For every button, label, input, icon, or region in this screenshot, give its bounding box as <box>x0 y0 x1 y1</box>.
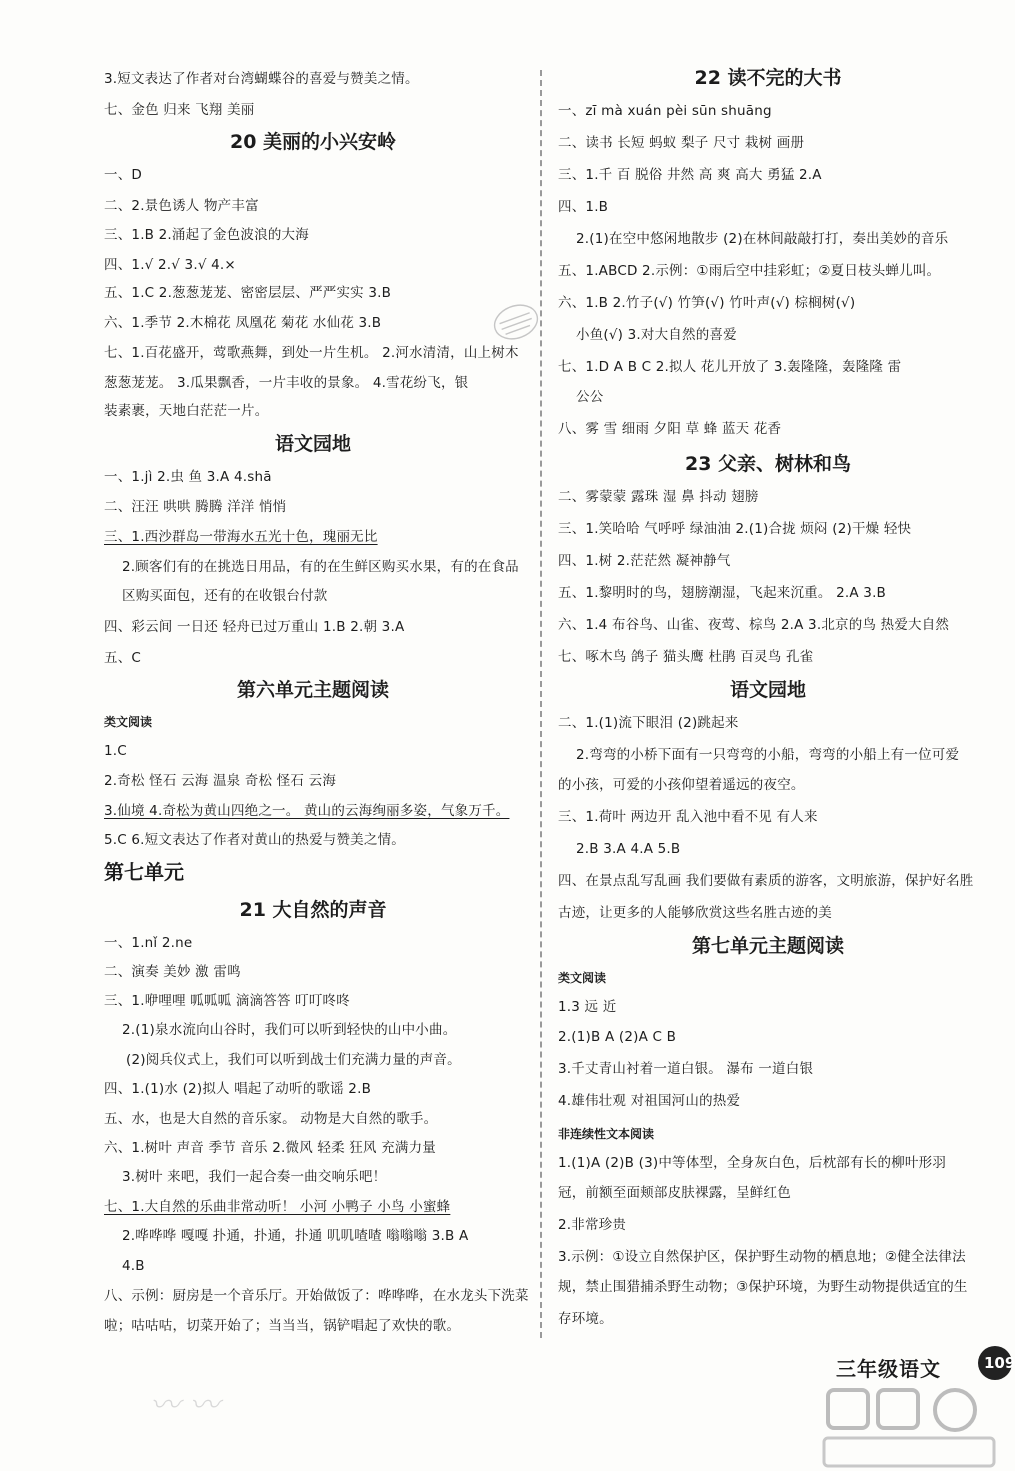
subsection-label: 类文阅读 <box>104 715 153 729</box>
answer-line: 七、金色 归来 飞翔 美丽 <box>104 102 255 118</box>
answer-line: 七、1.百花盛开，莺歌燕舞，到处一片生机。 2.河水清清，山上树木 <box>104 345 519 361</box>
answer-line: 七、1.D A B C 2.拟人 花儿开放了 3.轰隆隆，轰隆隆 雷 <box>558 359 902 375</box>
answer-line: 4.B <box>122 1258 145 1274</box>
answer-line: 5.C 6.短文表达了作者对黄山的热爱与赞美之情。 <box>104 832 405 848</box>
answer-line: 2.哗哗哗 嘎嘎 扑通，扑通，扑通 叽叽喳喳 嗡嗡嗡 3.B A <box>122 1228 469 1244</box>
section-title: 第六单元主题阅读 <box>236 679 389 701</box>
answer-line: 二、雾蒙蒙 露珠 湿 鼻 抖动 翅膀 <box>558 489 759 505</box>
subsection-label: 非连续性文本阅读 <box>558 1127 655 1141</box>
answer-line: 四、1.树 2.茫茫然 凝神静气 <box>558 553 731 569</box>
answer-line: 四、1.B <box>558 199 609 215</box>
lesson-title: 21 大自然的声音 <box>239 899 387 921</box>
answer-line: 一、zī mà xuán pèi sūn shuāng <box>558 103 772 119</box>
answer-line: 三、1.千 百 脱俗 井然 高 爽 高大 勇猛 2.A <box>558 167 822 183</box>
answer-line: 4.雄伟壮观 对祖国河山的热爱 <box>558 1093 741 1109</box>
answer-line: 2.非常珍贵 <box>558 1217 627 1233</box>
answer-line: 装素裹，天地白茫茫一片。 <box>104 403 269 419</box>
answer-line: 二、汪汪 哄哄 腾腾 洋洋 悄悄 <box>104 499 287 515</box>
underlined-answer: 3.仙境 4.奇松为黄山四绝之一。 黄山的云海绚丽多姿，气象万千。 <box>104 803 510 819</box>
site-watermark-logo <box>820 1386 1000 1471</box>
lesson-title: 22 读不完的大书 <box>694 67 842 89</box>
answer-line: 四、彩云间 一日还 轻舟已过万重山 1.B 2.朝 3.A <box>104 619 405 635</box>
answer-line: 区购买面包，还有的在收银台付款 <box>122 588 328 604</box>
column-divider <box>540 70 542 1338</box>
answer-line: 四、在景点乱写乱画 我们要做有素质的游客，文明旅游，保护好名胜 <box>558 873 974 889</box>
answer-line: 2.弯弯的小桥下面有一只弯弯的小船，弯弯的小船上有一位可爱 <box>576 747 960 763</box>
answer-line: 2.(1)泉水流向山谷时，我们可以听到轻快的山中小曲。 <box>122 1022 457 1038</box>
answer-line: 五、1.黎明时的鸟，翅膀潮湿，飞起来沉重。 2.A 3.B <box>558 585 887 601</box>
section-title: 第七单元主题阅读 <box>691 935 844 957</box>
answer-line: 冠，前额至面颊部皮肤裸露，呈鲜红色 <box>558 1185 791 1201</box>
answer-line: (2)阅兵仪式上，我们可以听到战士们充满力量的声音。 <box>126 1052 461 1068</box>
answer-line: 八、雾 雪 细雨 夕阳 草 蜂 蓝天 花香 <box>558 421 782 437</box>
answer-line: 2.奇松 怪石 云海 温泉 奇松 怪石 云海 <box>104 773 337 789</box>
answer-line: 一、D <box>104 167 142 183</box>
answer-line: 三、1.B 2.涌起了金色波浪的大海 <box>104 227 309 243</box>
answer-line: 2.B 3.A 4.A 5.B <box>576 841 681 857</box>
subsection-label: 类文阅读 <box>558 971 607 985</box>
lesson-title: 23 父亲、树林和鸟 <box>684 453 852 475</box>
answer-line: 八、示例：厨房是一个音乐厅。开始做饭了：哗哗哗，在水龙头下洗菜 <box>104 1288 529 1304</box>
answer-line: 2.(1)在空中悠闲地散步 (2)在林间敲敲打打，奏出美妙的音乐 <box>576 231 949 247</box>
answer-line: 六、1.季节 2.木棉花 凤凰花 菊花 水仙花 3.B <box>104 315 382 331</box>
answer-line: 六、1.B 2.竹子(√) 竹笋(√) 竹叶声(√) 棕榈树(√) <box>558 295 856 311</box>
answer-line: 四、1.√ 2.√ 3.√ 4.× <box>104 257 236 273</box>
answer-line: 二、读书 长短 蚂蚁 梨子 尺寸 栽树 画册 <box>558 135 805 151</box>
answer-line: 存环境。 <box>558 1311 613 1327</box>
answer-line: 七、1.大自然的乐曲非常动听！ 小河 小鸭子 小鸟 小蜜蜂 <box>104 1199 451 1215</box>
answer-line: 一、1.nǐ 2.ne <box>104 935 193 951</box>
answer-line: 三、1.荷叶 两边开 乱入池中看不见 有人来 <box>558 809 818 825</box>
answer-line: 的小孩，可爱的小孩仰望着遥远的夜空。 <box>558 777 805 793</box>
answer-line: 七、啄木鸟 鸽子 猫头鹰 杜鹃 百灵鸟 孔雀 <box>558 649 814 665</box>
lesson-title: 20 美丽的小兴安岭 <box>229 131 397 153</box>
answer-line: 三、1.笑哈哈 气呼呼 绿油油 2.(1)合拢 烦闷 (2)干燥 轻快 <box>558 521 912 537</box>
answer-line: 二、1.(1)流下眼泪 (2)跳起来 <box>558 715 739 731</box>
section-title: 语文园地 <box>729 679 806 701</box>
answer-line: 公公 <box>576 389 604 405</box>
answer-line: 规，禁止围猎捕杀野生动物；③保护环境，为野生动物提供适宜的生 <box>558 1279 968 1295</box>
answer-line: 五、C <box>104 650 142 666</box>
stamp-mark <box>488 294 544 350</box>
answer-line: 三、1.西沙群岛一带海水五光十色，瑰丽无比 <box>104 529 378 545</box>
answer-line: 2.(1)B A (2)A C B <box>558 1029 677 1045</box>
answer-line: 一、1.jì 2.虫 鱼 3.A 4.shā <box>104 469 272 485</box>
answer-line: 2.顾客们有的在挑选日用品，有的在生鲜区购买水果，有的在食品 <box>122 559 519 575</box>
unit-heading: 第七单元 <box>104 860 184 884</box>
answer-line: 小鱼(√) 3.对大自然的喜爱 <box>576 327 737 343</box>
answer-line: 古迹，让更多的人能够欣赏这些名胜古迹的美 <box>558 905 832 921</box>
answer-line <box>104 802 509 820</box>
answer-line: 三、1.咿哩哩 呱呱呱 滴滴答答 叮叮咚咚 <box>104 993 350 1009</box>
answer-line: 二、演奏 美妙 激 雷鸣 <box>104 964 241 980</box>
answer-line: 3.树叶 来吧，我们一起合奏一曲交响乐吧！ <box>122 1169 387 1185</box>
answer-line: 六、1.树叶 声音 季节 音乐 2.微风 轻柔 狂风 充满力量 <box>104 1140 436 1156</box>
answer-line: 五、1.C 2.葱葱茏茏、密密层层、严严实实 3.B <box>104 285 392 301</box>
answer-line: 四、1.(1)水 (2)拟人 唱起了动听的歌谣 2.B <box>104 1081 372 1097</box>
answer-line: 1.3 远 近 <box>558 999 617 1015</box>
answer-line: 啦；咕咕咕，切菜开始了；当当当，锅铲唱起了欢快的歌。 <box>104 1318 461 1334</box>
answer-line: 六、1.4 布谷鸟、山雀、夜莺、棕鸟 2.A 3.北京的鸟 热爱大自然 <box>558 617 950 633</box>
page-number: 109 <box>978 1346 1012 1380</box>
answer-line: 3.短文表达了作者对台湾蝴蝶谷的喜爱与赞美之情。 <box>104 71 419 87</box>
answer-line: 葱葱茏茏。 3.瓜果飘香，一片丰收的景象。 4.雪花纷飞，银 <box>104 375 469 391</box>
answer-line: 3.千丈青山衬着一道白银。 瀑布 一道白银 <box>558 1061 814 1077</box>
faint-watermark-text: 〰 〰 <box>150 1388 220 1423</box>
answer-line: 3.示例：①设立自然保护区，保护野生动物的栖息地；②健全法律法 <box>558 1249 966 1265</box>
answer-line: 五、水，也是大自然的音乐家。 动物是大自然的歌手。 <box>104 1111 438 1127</box>
footer-title: 三年级语文 <box>836 1357 941 1381</box>
section-title: 语文园地 <box>274 433 351 455</box>
answer-line: 1.C <box>104 743 127 759</box>
answer-line: 五、1.ABCD 2.示例：①雨后空中挂彩虹；②夏日枝头蝉儿叫。 <box>558 263 941 279</box>
answer-line: 二、2.景色诱人 物产丰富 <box>104 198 259 214</box>
answer-line: 1.(1)A (2)B (3)中等体型，全身灰白色，后枕部有长的柳叶形羽 <box>558 1155 947 1171</box>
